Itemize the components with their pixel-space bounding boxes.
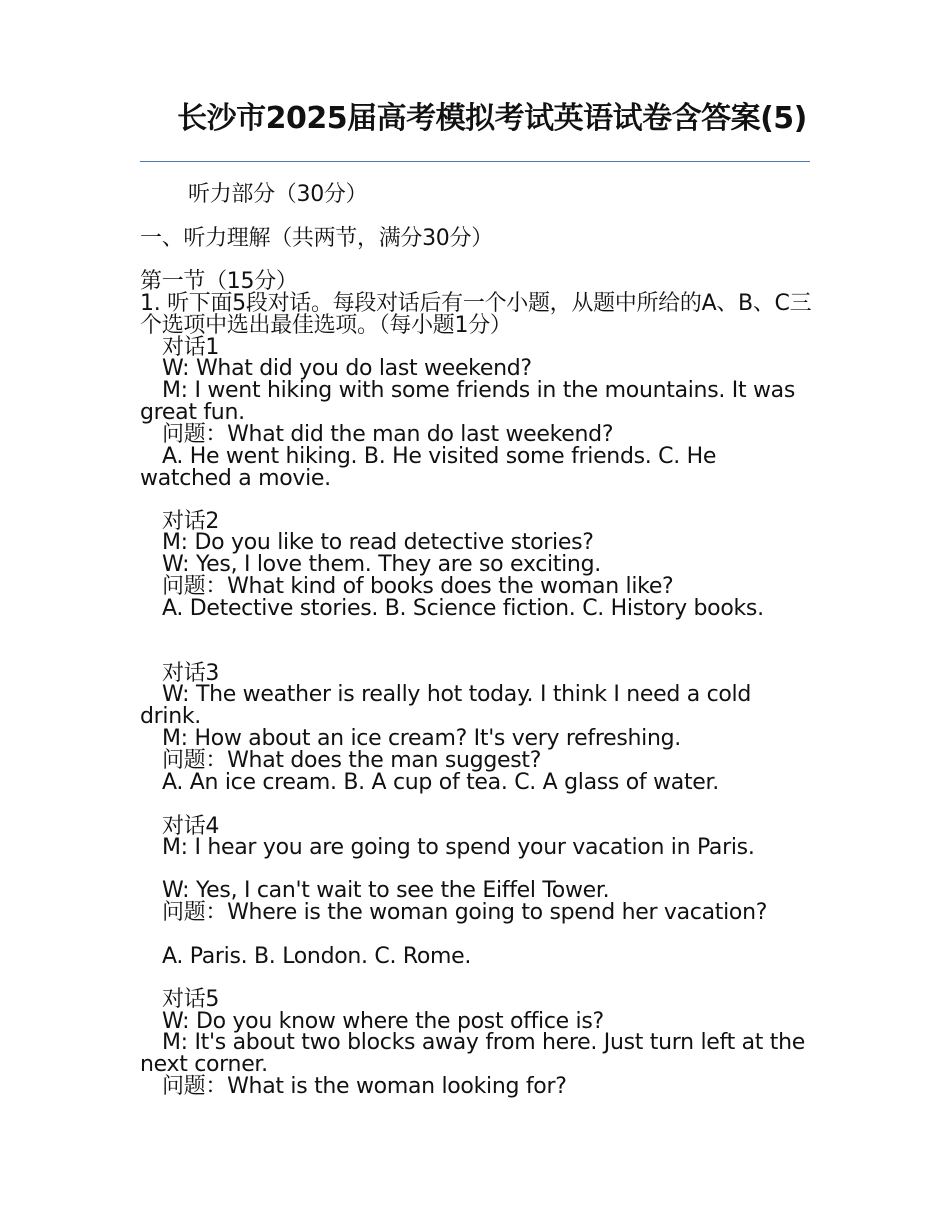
instructions: 1. 听下面5段对话。每段对话后有一个小题，从题中所给的A、B、C三个选项中选出最佳选项。（每小题1分） xyxy=(140,291,812,338)
dialogue-line: W: Yes, I can't wait to see the Eiffel Tower. xyxy=(162,878,610,903)
dialogue-line: M: It's about two blocks away from here. Just turn left at the next corner. xyxy=(140,1030,806,1077)
title-underline xyxy=(140,161,810,162)
section-heading: 听力部分（30分） xyxy=(188,182,368,207)
dialogue-options: A. An ice cream. B. A cup of tea. C. A glass of water. xyxy=(162,770,719,795)
dialogue-label: 对话5 xyxy=(162,987,220,1012)
dialogue-line: M: I went hiking with some friends in the mountains. It was great fun. xyxy=(140,378,795,425)
dialogue-question: 问题：What is the woman looking for? xyxy=(162,1074,567,1099)
dialogue-label: 对话3 xyxy=(162,661,220,686)
dialogue-options: A. Detective stories. B. Science fiction. C. History books. xyxy=(162,596,764,621)
dialogue-line: M: I hear you are going to spend your vacation in Paris. xyxy=(162,835,755,860)
dialogue-options: A. He went hiking. B. He visited some friends. C. He watched a movie. xyxy=(140,444,717,491)
dialogue-question: 问题：What did the man do last weekend? xyxy=(162,422,614,447)
dialogue-label: 对话1 xyxy=(162,335,220,360)
dialogue-options: A. Paris. B. London. C. Rome. xyxy=(162,944,472,969)
dialogue-line: W: Do you know where the post office is? xyxy=(162,1009,604,1034)
part-heading: 一、听力理解（共两节，满分30分） xyxy=(140,226,493,251)
dialogue-label: 对话2 xyxy=(162,509,220,534)
dialogue-line: W: The weather is really hot today. I think I need a cold drink. xyxy=(140,682,752,729)
dialogue-question: 问题：What does the man suggest? xyxy=(162,748,542,773)
dialogue-line: W: Yes, I love them. They are so exciting. xyxy=(162,552,601,577)
dialogue-question: 问题：Where is the woman going to spend her vacation? xyxy=(162,900,768,925)
dialogue-line: M: Do you like to read detective stories? xyxy=(162,530,594,555)
dialogue-line: M: How about an ice cream? It's very refreshing. xyxy=(162,726,681,751)
subsection-heading: 第一节（15分） xyxy=(140,269,298,294)
dialogue-label: 对话4 xyxy=(162,814,220,839)
dialogue-question: 问题：What kind of books does the woman like? xyxy=(162,574,674,599)
dialogue-line: W: What did you do last weekend? xyxy=(162,356,532,381)
document-title: 长沙市2025届高考模拟考试英语试卷含答案(5) xyxy=(177,101,807,136)
